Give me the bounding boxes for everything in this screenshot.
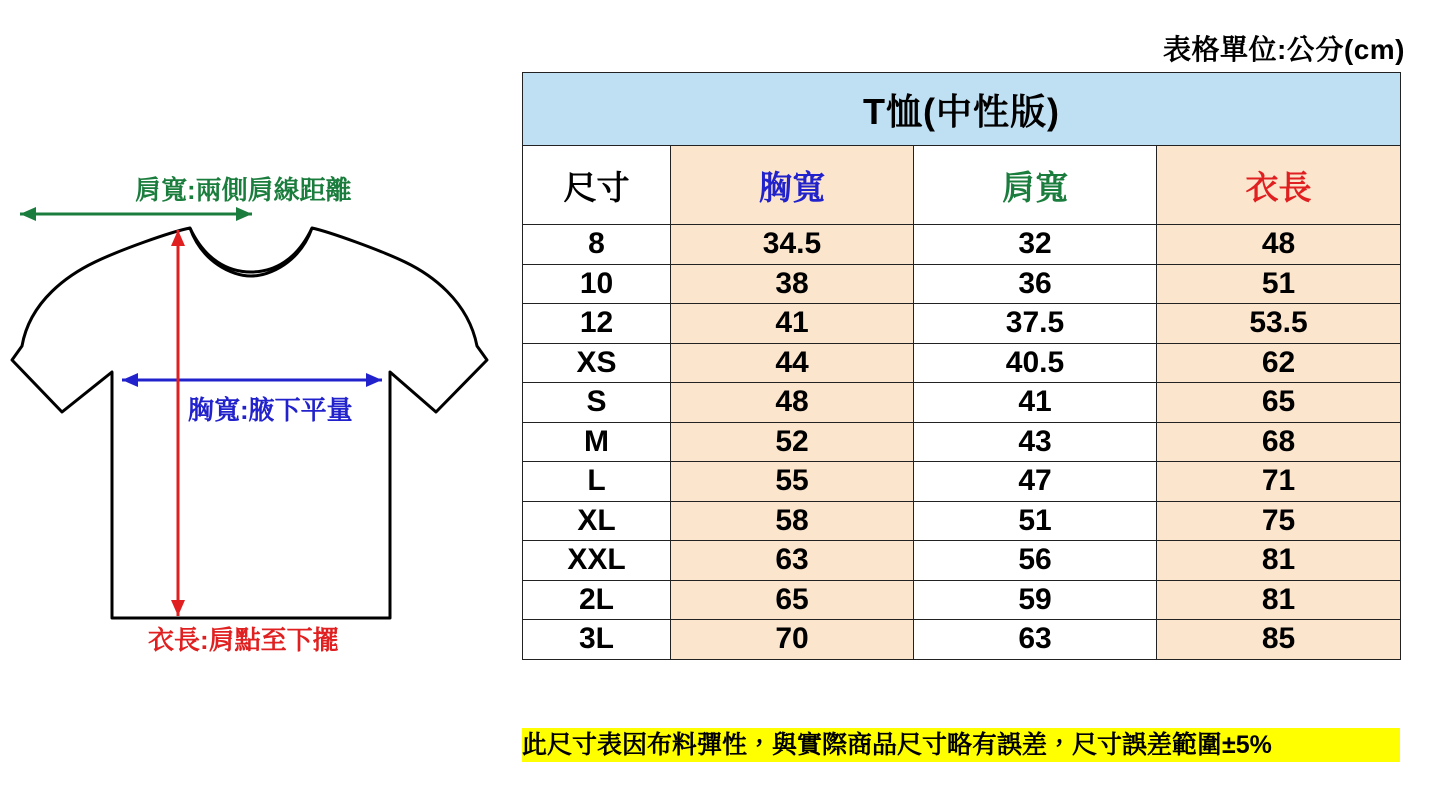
cell-shoulder: 32 [914, 225, 1157, 265]
column-header-shoulder: 肩寬 [914, 146, 1157, 225]
table-row [523, 580, 1401, 620]
cell-length: 68 [1157, 422, 1401, 462]
cell-size: XXL [523, 541, 671, 581]
cell-shoulder: 59 [914, 580, 1157, 620]
size-chart-container [522, 72, 1400, 660]
cell-size: XL [523, 501, 671, 541]
cell-size: XS [523, 343, 671, 383]
chest-measure-label: 胸寬:腋下平量 [188, 395, 353, 425]
column-header-size: 尺寸 [523, 146, 671, 225]
table-title: T恤(中性版) [523, 73, 1401, 146]
table-header-row [523, 146, 1401, 225]
table-row [523, 422, 1401, 462]
cell-shoulder: 47 [914, 462, 1157, 502]
table-row [523, 225, 1401, 265]
cell-length: 65 [1157, 383, 1401, 423]
cell-shoulder: 36 [914, 264, 1157, 304]
cell-shoulder: 37.5 [914, 304, 1157, 344]
cell-length: 71 [1157, 462, 1401, 502]
cell-length: 51 [1157, 264, 1401, 304]
cell-chest: 34.5 [671, 225, 914, 265]
shoulder-arrow-head-left [20, 207, 36, 221]
cell-size: M [523, 422, 671, 462]
cell-size: 12 [523, 304, 671, 344]
table-row [523, 462, 1401, 502]
column-header-length: 衣長 [1157, 146, 1401, 225]
tshirt-measurement-illustration [0, 150, 510, 690]
cell-shoulder: 56 [914, 541, 1157, 581]
cell-size: 3L [523, 620, 671, 660]
table-title-row [523, 73, 1401, 146]
cell-chest: 52 [671, 422, 914, 462]
cell-length: 53.5 [1157, 304, 1401, 344]
table-row [523, 304, 1401, 344]
cell-length: 75 [1157, 501, 1401, 541]
cell-shoulder: 63 [914, 620, 1157, 660]
size-tolerance-note: 此尺寸表因布料彈性，與實際商品尺寸略有誤差，尺寸誤差範圍±5% [522, 728, 1400, 762]
cell-chest: 63 [671, 541, 914, 581]
table-row [523, 343, 1401, 383]
cell-size: L [523, 462, 671, 502]
cell-chest: 58 [671, 501, 914, 541]
cell-length: 81 [1157, 541, 1401, 581]
table-row [523, 620, 1401, 660]
cell-length: 62 [1157, 343, 1401, 383]
cell-size: S [523, 383, 671, 423]
cell-chest: 70 [671, 620, 914, 660]
shoulder-arrow-head-right [236, 207, 252, 221]
cell-size: 2L [523, 580, 671, 620]
cell-chest: 41 [671, 304, 914, 344]
size-chart-table [522, 72, 1401, 660]
cell-shoulder: 41 [914, 383, 1157, 423]
units-note: 表格單位:公分(cm) [1163, 34, 1405, 65]
cell-shoulder: 40.5 [914, 343, 1157, 383]
table-row [523, 501, 1401, 541]
cell-chest: 48 [671, 383, 914, 423]
column-header-chest: 胸寬 [671, 146, 914, 225]
shoulder-measure-label: 肩寬:兩側肩線距離 [135, 175, 352, 205]
cell-chest: 38 [671, 264, 914, 304]
cell-chest: 65 [671, 580, 914, 620]
cell-chest: 44 [671, 343, 914, 383]
table-row [523, 383, 1401, 423]
cell-length: 85 [1157, 620, 1401, 660]
table-row [523, 541, 1401, 581]
cell-shoulder: 51 [914, 501, 1157, 541]
table-row [523, 264, 1401, 304]
length-measure-label: 衣長:肩點至下擺 [148, 625, 339, 655]
cell-chest: 55 [671, 462, 914, 502]
cell-length: 48 [1157, 225, 1401, 265]
cell-length: 81 [1157, 580, 1401, 620]
cell-size: 10 [523, 264, 671, 304]
cell-size: 8 [523, 225, 671, 265]
cell-shoulder: 43 [914, 422, 1157, 462]
